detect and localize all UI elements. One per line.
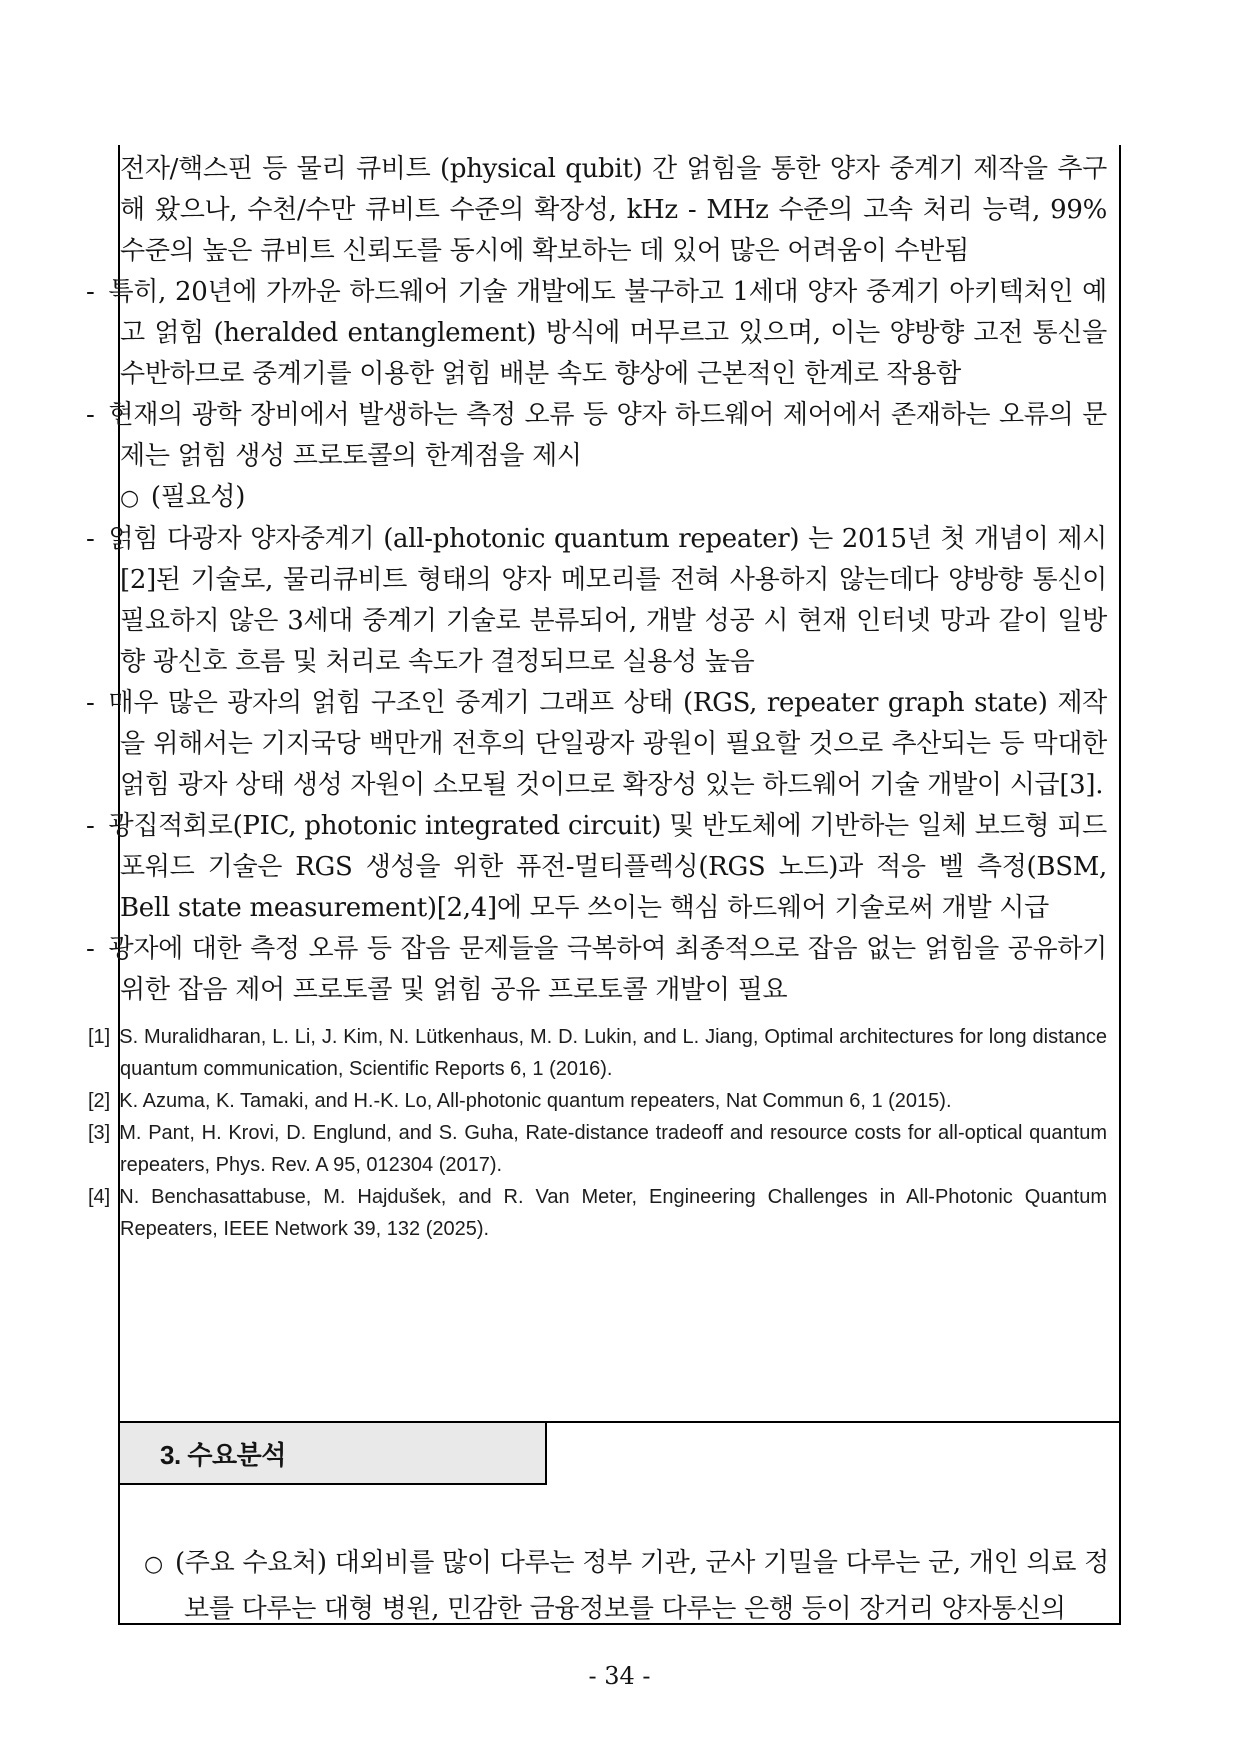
dash-bullet: - [86, 277, 95, 307]
reference-item [88, 1181, 1107, 1245]
bullet-paragraph [86, 683, 1107, 806]
reference-label: [4] [88, 1186, 111, 1208]
dash-bullet: - [86, 934, 95, 964]
paragraph-continuation: 전자/핵스핀 등 물리 큐비트 (physical qubit) 간 얽힘을 통한 양자 중계기 제작을 추구해 왔으나, 수천/수만 큐비트 수준의 확장성, kHz - MHz 수준의 고속 처리 능력, 99% 수준의 높은 큐비트 신뢰도를 동시에 확보하는 데 있어 많은 어려움이 수반됨 [120, 154, 1107, 266]
demand-paragraph [144, 1541, 1109, 1632]
section-title: 3. 수요분석 [160, 1439, 286, 1470]
paragraph-text: 광집적회로(PIC, photonic integrated circuit) 및 반도체에 기반하는 일체 보드형 피드포워드 기술은 RGS 생성을 위한 퓨전-멀티플렉싱(RGS 노드)과 적응 벨 측정(BSM, Bell state measurement)[2,4]에 모두 쓰이는 핵심 하드웨어 기술로써 개발 시급 [108, 811, 1107, 923]
reference-text: K. Azuma, K. Tamaki, and H.-K. Lo, All-photonic quantum repeaters, Nat Commun 6, 1 (2015). [119, 1090, 952, 1112]
content-table-frame [86, 145, 1121, 1625]
bullet-paragraph [86, 806, 1107, 929]
reference-label: [3] [88, 1122, 111, 1144]
reference-text: N. Benchasattabuse, M. Hajdušek, and R. Van Meter, Engineering Challenges in All-Photonic Quantum Repeaters, IEEE Network 39, 132 (2025). [119, 1186, 1107, 1240]
circle-bullet: ○ [144, 1552, 163, 1577]
reference-text: S. Muralidharan, L. Li, J. Kim, N. Lütkenhaus, M. D. Lukin, and L. Jiang, Optimal architectures for long distance quantum communication, Scientific Reports 6, 1 (2016). [119, 1026, 1107, 1080]
dash-bullet: - [86, 811, 95, 841]
section-header-box [120, 1423, 547, 1485]
reference-item [88, 1085, 1107, 1117]
paragraph-text: 특히, 20년에 가까운 하드웨어 기술 개발에도 불구하고 1세대 양자 중계기 아키텍처인 예고 얽힘 (heralded entanglement) 방식에 머무르고 있으며, 이는 양방향 고전 통신을 수반하므로 중계기를 이용한 얽힘 배분 속도 향상에 근본적인 한계로 작용함 [108, 277, 1107, 389]
reference-item [88, 1021, 1107, 1085]
bullet-paragraph [86, 519, 1107, 683]
paragraph-text: 현재의 광학 장비에서 발생하는 측정 오류 등 양자 하드웨어 제어에서 존재하는 오류의 문제는 얽힘 생성 프로토콜의 한계점을 제시 [108, 400, 1107, 471]
main-text-cell [86, 145, 1119, 1423]
reference-text: M. Pant, H. Krovi, D. Englund, and S. Guha, Rate-distance tradeoff and resource costs for all-optical quantum repeaters, Phys. Rev. A 95, 012304 (2017). [119, 1122, 1107, 1176]
reference-label: [2] [88, 1090, 111, 1112]
bullet-paragraph [86, 395, 1107, 477]
subsection-heading [120, 477, 1107, 519]
page-number: - 34 - [588, 1662, 651, 1690]
paragraph-text: (주요 수요처) 대외비를 많이 다루는 정부 기관, 군사 기밀을 다루는 군, 개인 의료 정보를 다루는 대형 병원, 민감한 금융정보를 다루는 은행 등이 장거리 양자통신의 [174, 1548, 1109, 1624]
dash-bullet: - [86, 400, 95, 430]
paragraph-text: 매우 많은 광자의 얽힘 구조인 중계기 그래프 상태 (RGS, repeater graph state) 제작을 위해서는 기지국당 백만개 전후의 단일광자 광원이 필요할 것으로 추산되는 등 막대한 얽힘 광자 상태 생성 자원이 소모될 것이므로 확장성 있는 하드웨어 기술 개발이 시급[3]. [108, 688, 1107, 800]
circle-bullet: ○ [120, 486, 139, 511]
reference-list [88, 1021, 1107, 1245]
reference-item [88, 1117, 1107, 1181]
bullet-paragraph [86, 929, 1107, 1011]
heading-text: (필요성) [150, 482, 246, 512]
dash-bullet: - [86, 524, 95, 554]
paragraph-text: 얽힘 다광자 양자중계기 (all-photonic quantum repeater) 는 2015년 첫 개념이 제시[2]된 기술로, 물리큐비트 형태의 양자 메모리를 전혀 사용하지 않는데다 양방향 통신이 필요하지 않은 3세대 중계기 기술로 분류되어, 개발 성공 시 현재 인터넷 망과 같이 일방향 광신호 흐름 및 처리로 속도가 결정되므로 실용성 높음 [108, 524, 1107, 677]
dash-bullet: - [86, 688, 95, 718]
reference-label: [1] [88, 1026, 111, 1048]
demand-analysis-cell [120, 1423, 1119, 1623]
paragraph-text: 광자에 대한 측정 오류 등 잡음 문제들을 극복하여 최종적으로 잡음 없는 얽힘을 공유하기 위한 잡음 제어 프로토콜 및 얽힘 공유 프로토콜 개발이 필요 [108, 934, 1107, 1005]
bullet-paragraph [86, 272, 1107, 395]
